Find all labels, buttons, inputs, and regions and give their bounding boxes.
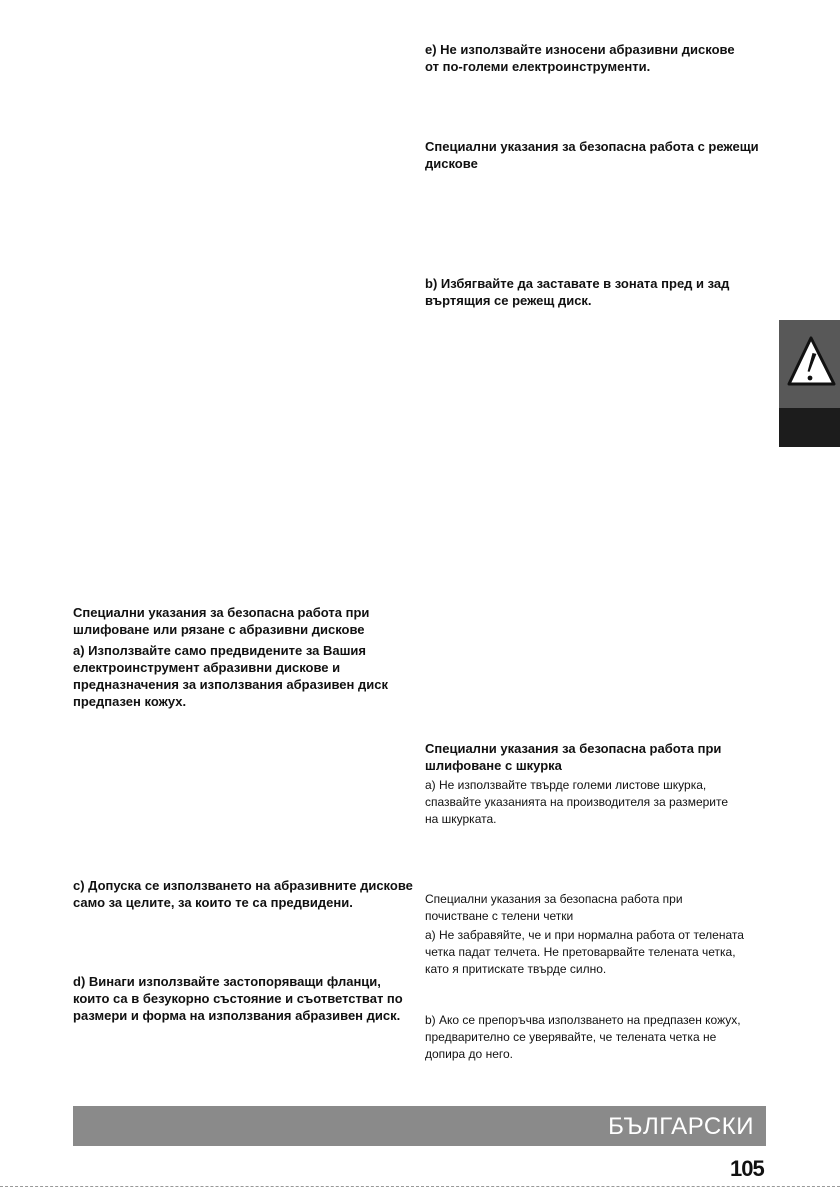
item-a-use-intended-discs: а) Използвайте само предвидените за Вашия електроинструмент абразивни дискове и предназначения за използвания абразивен диск предпазен кожух. bbox=[73, 643, 388, 709]
language-label: БЪЛГАРСКИ bbox=[608, 1113, 754, 1140]
item-e-worn-discs: е) Не използвайте износени абразивни дискове от по-големи електроинструменти. bbox=[425, 42, 735, 74]
heading-abrasive-discs: Специални указания за безопасна работа при шлифоване или рязане с абразивни дискове bbox=[73, 605, 370, 637]
heading-wire-brushes: Специални указания за безопасна работа при почистване с телени четки bbox=[425, 892, 683, 923]
item-b-avoid-zone: b) Избягвайте да заставате в зоната пред и зад въртящия се режещ диск. bbox=[425, 276, 730, 308]
item-a-wire-bristles: а) Не забравяйте, че и при нормална работа от телената четка падат телчета. Не претоварвайте телената четка, като я притискате твърде силно. bbox=[425, 928, 744, 976]
item-d-flanges: d) Винаги използвайте застопоряващи фланци, които са в безукорно състояние и съответстват по размери и форма на използвания абразивен диск. bbox=[73, 974, 403, 1023]
footer-language-bar bbox=[73, 1106, 766, 1146]
bottom-trim-line bbox=[0, 1186, 840, 1187]
heading-sanding: Специални указания за безопасна работа при шлифоване с шкурка bbox=[425, 741, 722, 773]
heading-cutting-discs: Специални указания за безопасна работа с режещи дискове bbox=[425, 139, 759, 171]
warning-side-tab bbox=[779, 320, 840, 447]
item-a-sanding-sheets: а) Не използвайте твърде големи листове шкурка, спазвайте указанията на производителя за размерите на шкурката. bbox=[425, 778, 729, 826]
item-c-intended-use: с) Допуска се използването на абразивните дискове само за целите, за които те са предвидени. bbox=[73, 878, 413, 910]
page-number: 105 bbox=[730, 1156, 764, 1181]
warning-triangle-icon bbox=[779, 320, 840, 408]
item-b-guard-clearance: b) Ако се препоръчва използването на предпазен кожух, предварително се уверявайте, че телената четка не допира до него. bbox=[425, 1013, 741, 1061]
